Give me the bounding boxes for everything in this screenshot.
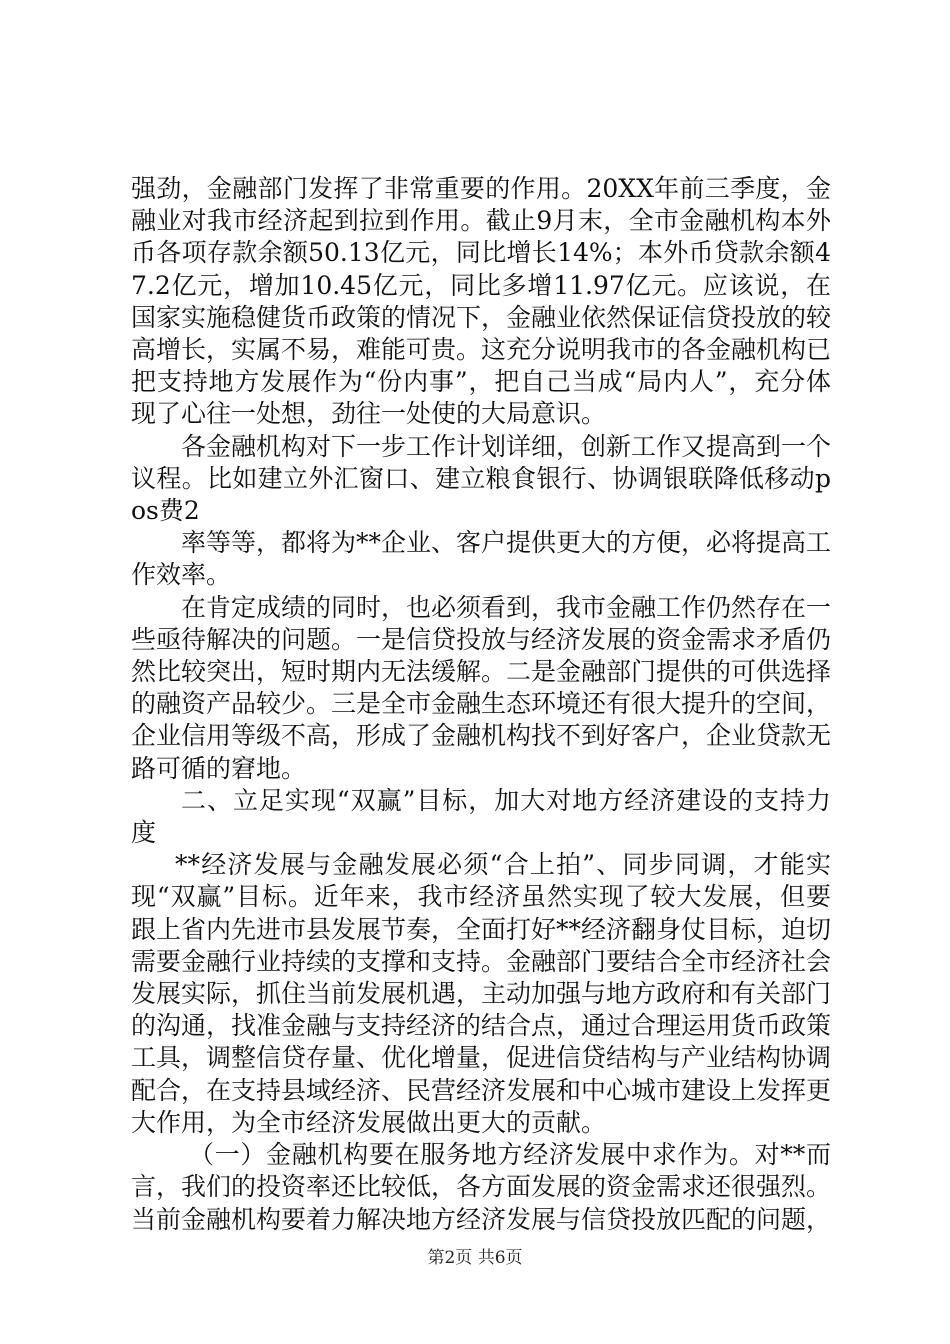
paragraph-2: 各金融机构对下一步工作计划详细，创新工作又提高到一个议程。比如建立外汇窗口、建立粮食银行、协调银联降低移动pos费2 <box>131 431 832 526</box>
page-number-footer: 第2页 共6页 <box>427 1248 523 1268</box>
paragraph-6: （一）金融机构要在服务地方经济发展中求作为。对**而言，我们的投资率还比较低，各方面发展的资金需求还很强烈。当前金融机构要着力解决地方经济发展与信贷投放匹配的问题， <box>131 1140 832 1234</box>
paragraph-5: **经济发展与金融发展必须“合上拍”、同步同调，才能实现“双赢”目标。近年来，我市经济虽然实现了较大发展，但要跟上省内先进市县发展节奏，全面打好**经济翻身仗目标，迫切需要金融行业持续的支撑和支持。金融部门要结合全市经济社会发展实际，抓住当前发展机遇，主动加强与地方政府和有关部门的沟通，找准金融与支持经济的结合点，通过合理运用货币政策工具，调整信贷存量、优化增量，促进信贷结构与产业结构协调配合，在支持县域经济、民营经济发展和中心城市建设上发挥更大作用，为全市经济发展做出更大的贡献。 <box>131 850 832 1137</box>
paragraph-3: 率等等，都将为**企业、客户提供更大的方便，必将提高工作效率。 <box>131 528 832 590</box>
paragraph-1: 强劲，金融部门发挥了非常重要的作用。20XX年前三季度，金融业对我市经济起到拉到作用。截止9月末，全市金融机构本外币各项存款余额50.13亿元，同比增长14%；本外币贷款余额47.2亿元，增加10.45亿元，同比多增11.97亿元。应该说，在国家实施稳健货币政策的情况下，金融业依然保证信贷投放的较高增长，实属不易，难能可贵。这充分说明我市的各金融机构已把支持地方发展作为“份内事”，把自己当成“局内人”，充分体现了心往一处想，劲往一处使的大局意识。 <box>131 174 832 429</box>
paragraph-4: 在肯定成绩的同时，也必须看到，我市金融工作仍然存在一些亟待解决的问题。一是信贷投放与经济发展的资金需求矛盾仍然比较突出，短时期内无法缓解。二是金融部门提供的可供选择的融资产品较少。三是全市金融生态环境还有很大提升的空间，企业信用等级不高，形成了金融机构找不到好客户，企业贷款无路可循的窘地。 <box>131 592 832 783</box>
document-body <box>131 173 831 1236</box>
section-heading-2: 二、立足实现“双赢”目标，加大对地方经济建设的支持力度 <box>131 785 831 848</box>
